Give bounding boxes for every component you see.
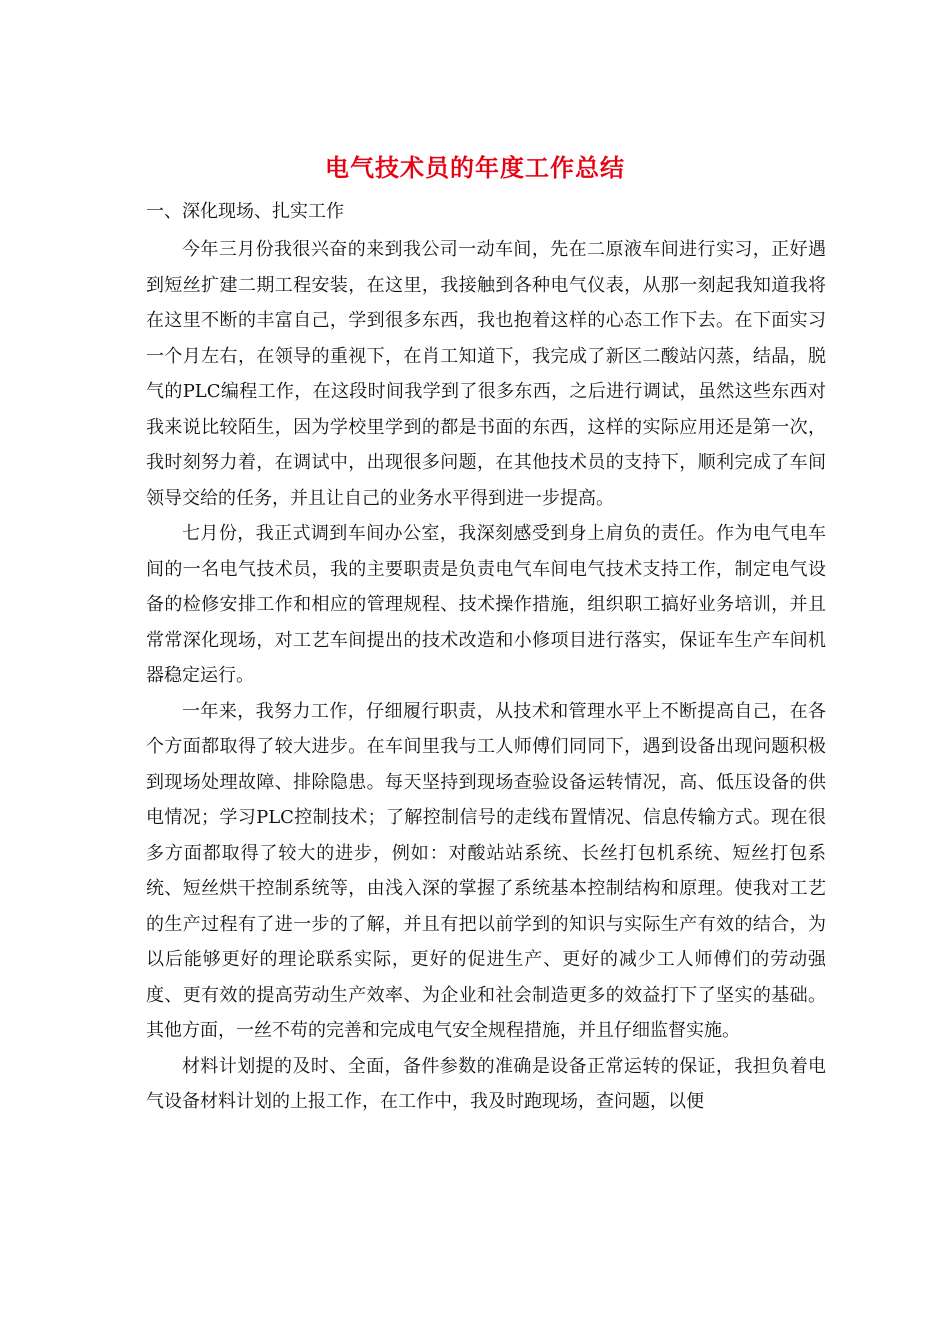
paragraph-3: 一年来，我努力工作，仔细履行职责，从技术和管理水平上不断提高自己，在各个方面都取得了较大进步。在车间里我与工人师傅们同同下，遇到设备出现问题积极到现场处理故障、排除隐患。每天坚持到现场查验设备运转情况，高、低压设备的供电情况；学习PLC控制技术；了解控制信号的走线布置情况、信息传输方式。现在很多方面都取得了较大的进步，例如：对酸站站系统、长丝打包机系统、短丝打包系统、短丝烘干控制系统等，由浅入深的掌握了系统基本控制结构和原理。使我对工艺的生产过程有了进一步的了解，并且有把以前学到的知识与实际生产有效的结合，为以后能够更好的理论联系实际，更好的促进生产、更好的减少工人师傅们的劳动强度、更有效的提高劳动生产效率、为企业和社会制造更多的效益打下了坚实的基础。其他方面，一丝不苟的完善和完成电气安全规程措施，并且仔细监督实施。 <box>146 700 826 1041</box>
document-title: 电气技术员的年度工作总结 <box>325 153 625 182</box>
paragraph-1: 今年三月份我很兴奋的来到我公司一动车间，先在二原液车间进行实习，正好遇到短丝扩建二期工程安装，在这里，我接触到各种电气仪表，从那一刻起我知道我将在这里不断的丰富自己，学到很多东西，我也抱着这样的心态工作下去。在下面实习一个月左右，在领导的重视下，在肖工知道下，我完成了新区二酸站闪蒸，结晶，脱气的PLC编程工作，在这段时间我学到了很多东西，之后进行调试，虽然这些东西对我来说比较陌生，因为学校里学到的都是书面的东西，这样的实际应用还是第一次，我时刻努力着，在调试中，出现很多问题，在其他技术员的支持下，顺利完成了车间领导交给的任务，并且让自己的业务水平得到进一步提高。 <box>146 239 826 509</box>
section-heading: 一、深化现场、扎实工作 <box>146 201 344 222</box>
paragraph-2: 七月份，我正式调到车间办公室，我深刻感受到身上肩负的责任。作为电气电车间的一名电气技术员，我的主要职责是负责电气车间电气技术支持工作，制定电气设备的检修安排工作和相应的管理规程、技术操作措施，组织职工搞好业务培训，并且常常深化现场，对工艺车间提出的技术改造和小修项目进行落实，保证车生产车间机器稳定运行。 <box>146 523 826 686</box>
paragraph-4: 材料计划提的及时、全面，备件参数的准确是设备正常运转的保证，我担负着电气设备材料计划的上报工作，在工作中，我及时跑现场，查问题，以便 <box>146 1055 826 1112</box>
document-body <box>146 198 826 1120</box>
